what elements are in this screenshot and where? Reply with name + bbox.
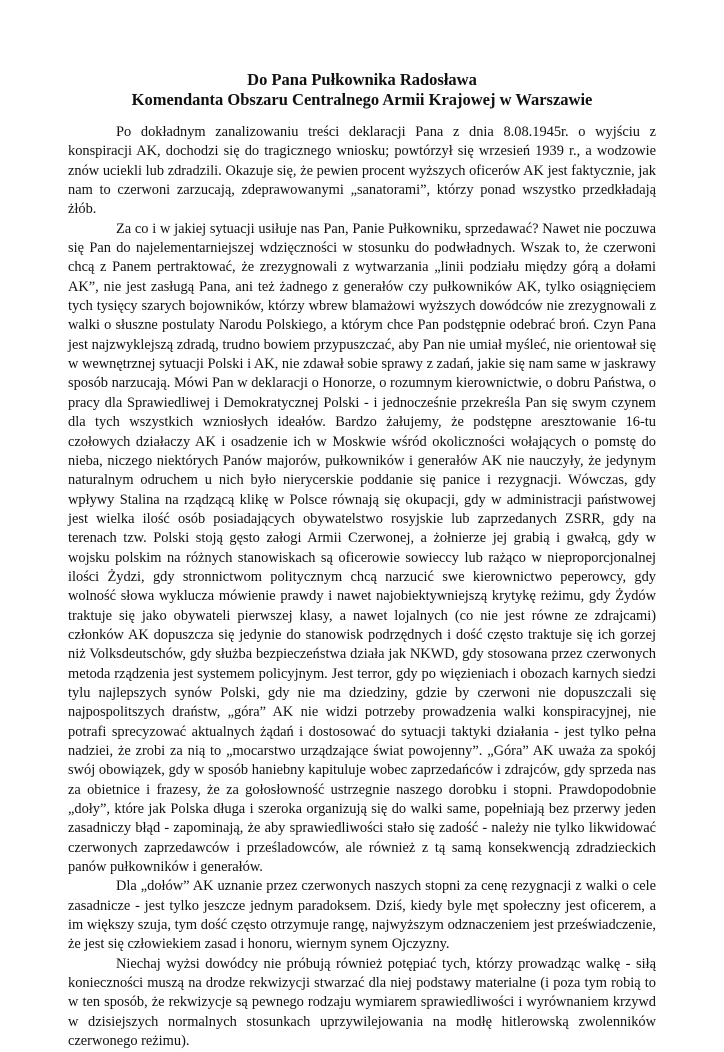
letter-heading [60,70,664,110]
body-paragraph: Za co i w jakiej sytuacji usiłuje nas Pan, Panie Pułkowniku, sprzedawać? Nawet nie poczuwa się Pan do najelementarniejszej wdzięczności w stosunku do podwładnych. Wszak to, że czerwoni chcą z Panem pertraktować, że zrezygnowali z wytwarzania „linii podziału między górą a dołami AK”, nie jest zasługą Pana, ani też żadnego z generałów czy pułkowników AK, tylko osiągnięciem tych tysięcy szarych bojowników, którzy wbrew blamażowi wyższych dowódców nie zrezygnowali z walki o słuszne postulaty Narodu Polskiego, a którym chce Pan podstępnie odebrać broń. Czyn Pana jest najzwyklejszą zdradą, trudno bowiem przypuszczać, aby Pan nie umiał myśleć, nie orientował się w wewnętrznej sytuacji Polski i AK, nie zdawał sobie sprawy z zadań, jakie się nam same w jaskrawy sposób narzucają. Mówi Pan w deklaracji o Honorze, o rozumnym kierownictwie, o dobru Państwa, o pracy dla Sprawiedliwej i Demokratycznej Polski - i jednocześnie przekreśla Pan się swym czynem dla tych wszystkich wzniosłych ideałów. Bardzo żałujemy, że podstępne aresztowanie 16-tu czołowych działaczy AK i osadzenie ich w Moskwie wśród okoliczności wołających o pomstę do nieba, niczego niektórych Panów majorów, pułkowników i generałów AK nie nauczyły, że jedynym naturalnym odruchem u nich było nierycerskie poddanie się panice i rezygnacji. Wówczas, gdy wpływy Stalina na rządzącą klikę w Polsce równają się okupacji, gdy w administracji państwowej jest wielka ilość osób posiadających obywatelstwo rosyjskie lub zaprzedanych ZSRR, gdy na terenach tzw. Polski stoją gęsto załogi Armii Czerwonej, a żołnierze jej grabią i gwałcą, gdy w wojsku polskim na różnych stanowiskach są oficerowie sowieccy lub rażąco w nieproporcjonalnej ilości Żydzi, gdy stronnictwom politycznym chcą narzucić swe kierownictwo peperowcy, gdy wolność słowa wyklucza mówienie prawdy i nawet najobiektywniejszą krytykę reżimu, gdy Żydów traktuje się jako obywateli pierwszej klasy, a nawet lojalnych (co nie jest równe ze zdrajcami) członków AK dopuszcza się jedynie do stanowisk podrzędnych i dość często traktuje się ich gorzej niż Volksdeutschów, gdy służba bezpieczeństwa działa jak NKWD, gdy stosowana przez czerwonych metoda rządzenia jest systemem policyjnym. Jest terror, gdy po więzieniach i obozach karnych siedzi tylu najlepszych synów Polski, gdy nie ma dziedziny, gdzie by czerwoni nie dopuszczali się najpospolitszych draństw, „góra” AK nie widzi potrzeby prowadzenia walki konspiracyjnej, nie potrafi sprecyzować aktualnych żądań i dostosować do sytuacji taktyki działania - jest tylko pełna nadziei, że zrobi za nią to „mocarstwo urządzające świat powojenny”. „Góra” AK uważa za spokój swój obowiązek, gdy w sposób haniebny kapituluje wobec zaprzedańców i zdrajców, gdy sprzeda nas za obietnice i frazesy, że za gołosłowność ustrzegnie naszego dorobku i stopni. Prawdopodobnie „doły”, które jak Polska długa i szeroka organizują się do walki same, popełniają bez przerwy jeden zasadniczy błąd - zapominają, że aby sprawiedliwości stało się zadość - należy nie tylko likwidować czerwonych zaprzedawców i prześladowców, ale również z tą samą konsekwencją zdradzieckich panów pułkowników i generałów. [68,220,656,876]
title-line-1: Do Pana Pułkownika Radosława [247,70,477,89]
letter-body [68,123,656,1052]
body-paragraph: Niechaj wyżsi dowódcy nie próbują również potępiać tych, którzy prowadząc walkę - siłą konieczności muszą na drodze rekwizycji stwarzać dla niej podstawy materialne (i poza tym robią to w ten sposób, że rekwizycje są pewnego rodzaju wymiarem sprawiedliwości i wyrównaniem krzywd w dzisiejszych normalnych stosunkach uprzywilejowania na modłę hitlerowską zwolenników czerwonego reżimu). [68,955,656,1050]
title-line-2: Komendanta Obszaru Centralnego Armii Krajowej w Warszawie [131,90,593,109]
body-paragraph: Po dokładnym zanalizowaniu treści deklaracji Pana z dnia 8.08.1945r. o wyjściu z konspiracji AK, dochodzi się do tragicznego wniosku; powtórzył się wrzesień 1939 r., a wodzowie znów uciekli lub zdradzili. Okazuje się, że pewien procent wyższych oficerów AK jest faktycznie, jak nam to czerwoni zarzucają, zdeprawowanymi „sanatorami”, którzy ponad wszystko przedkładają żłób. [68,124,656,218]
body-paragraph: Dla „dołów” AK uznanie przez czerwonych naszych stopni za cenę rezygnacji z walki o cele zasadnicze - jest tylko jeszcze jednym paradoksem. Dziś, kiedy byle męt społeczny jest oficerem, a im większy szuja, tym dość często otrzymuje rangę, najwyższym odznaczeniem jest przeświadczenie, że jest się człowiekiem zasad i honoru, wiernym synem Ojczyzny. [68,878,656,953]
